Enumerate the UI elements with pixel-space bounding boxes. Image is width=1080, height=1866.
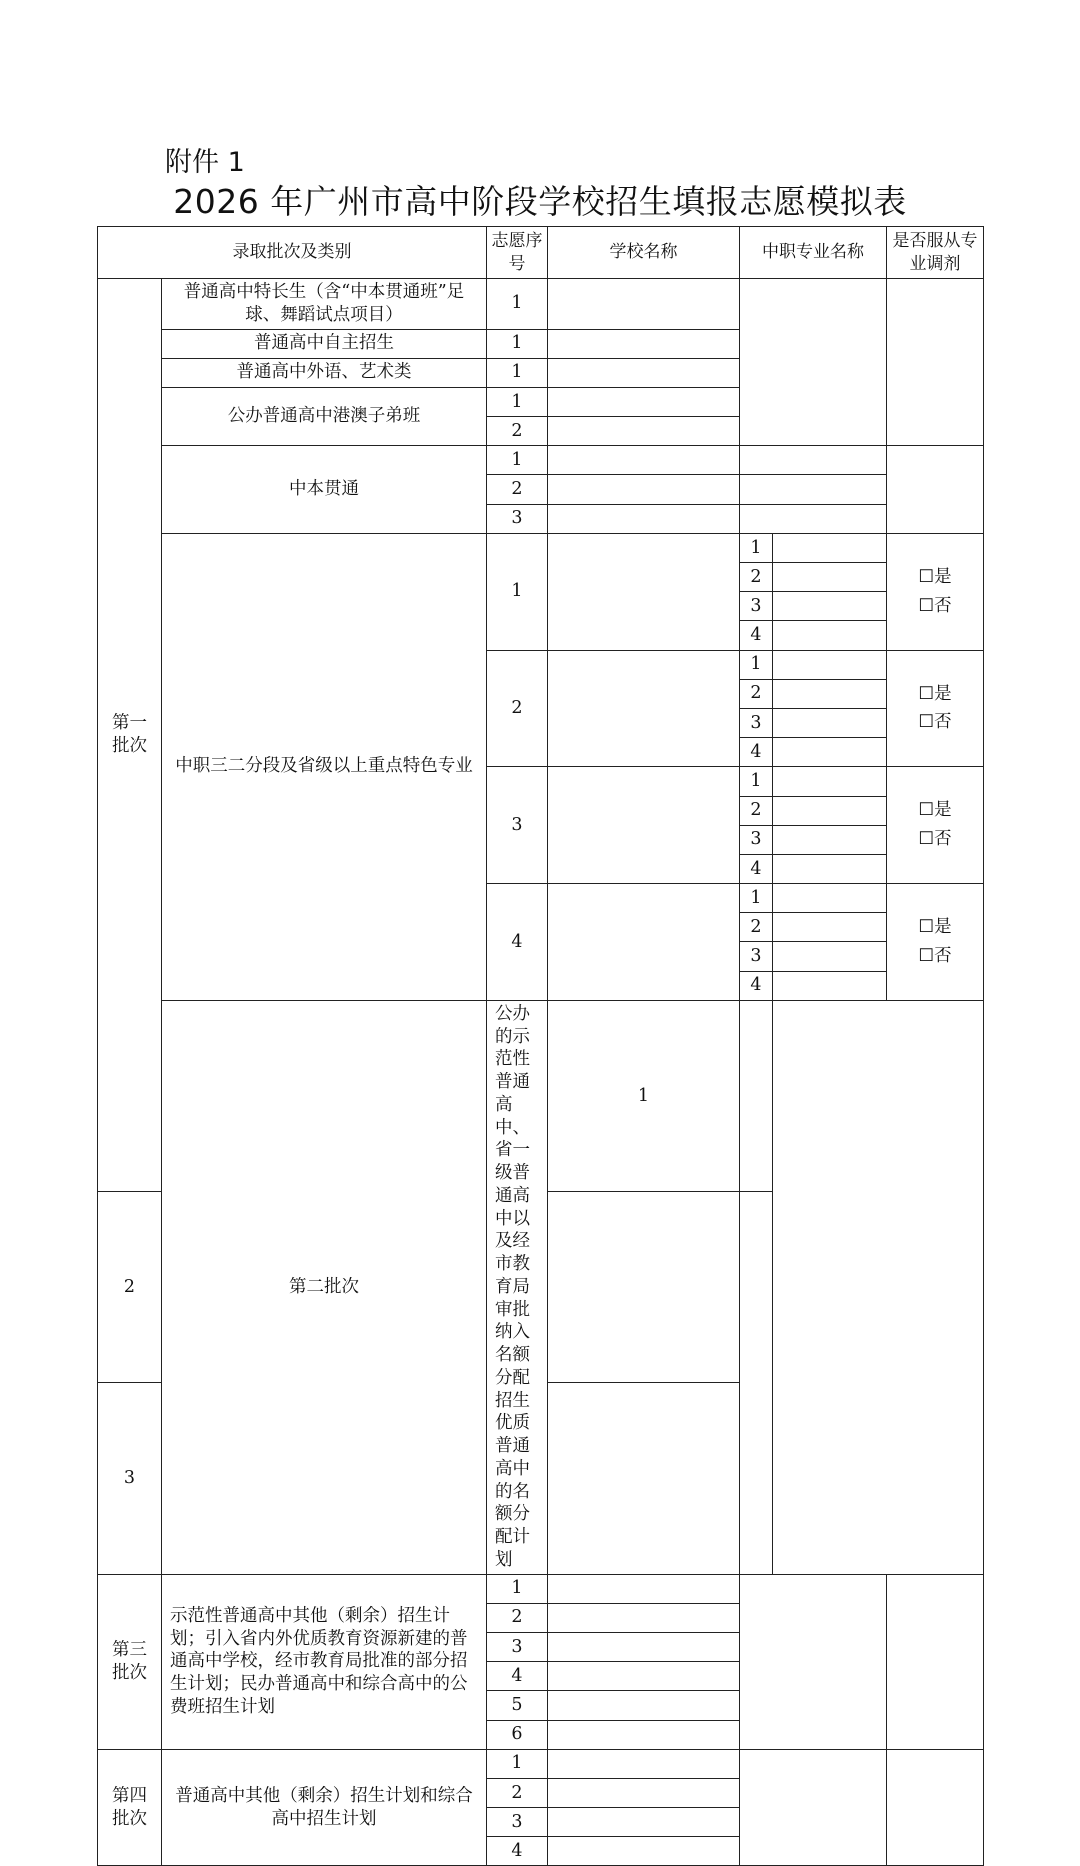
seq-number: 2 xyxy=(98,1192,162,1383)
seq-number: 5 xyxy=(487,1691,548,1720)
major-name-cell[interactable] xyxy=(740,446,887,475)
category-batch-2: 公办的示范性普通高中、省一级普通高中以及经市教育局审批纳入名额分配招生优质普通高中的名额分配计划 xyxy=(487,1000,548,1574)
major-name-cell[interactable] xyxy=(773,884,887,913)
adjust-options xyxy=(887,650,984,767)
school-name-cell[interactable] xyxy=(548,1383,740,1574)
major-name-cell[interactable] xyxy=(740,504,887,533)
major-seq: 3 xyxy=(740,825,773,854)
major-seq: 4 xyxy=(740,971,773,1000)
school-name-cell[interactable] xyxy=(548,1778,740,1807)
school-name-cell[interactable] xyxy=(548,1749,740,1778)
major-seq: 2 xyxy=(740,796,773,825)
major-name-cell[interactable] xyxy=(773,767,887,796)
category-foreign-art: 普通高中外语、艺术类 xyxy=(162,358,487,387)
major-name-cell[interactable] xyxy=(773,621,887,650)
category-special-talent: 普通高中特长生（含“中本贯通班”足球、舞蹈试点项目） xyxy=(162,279,487,330)
seq-number: 3 xyxy=(98,1383,162,1574)
header-category: 录取批次及类别 xyxy=(98,227,487,279)
batch-4-label: 第四批次 xyxy=(98,1749,162,1866)
adjust-options xyxy=(887,533,984,650)
major-seq: 1 xyxy=(740,884,773,913)
seq-number: 1 xyxy=(487,1574,548,1603)
header-school: 学校名称 xyxy=(548,227,740,279)
table-row xyxy=(98,279,984,330)
school-name-cell[interactable] xyxy=(548,279,740,330)
major-name-cell xyxy=(773,1000,984,1574)
table-row xyxy=(98,533,984,562)
adjust-cell xyxy=(887,1574,984,1749)
seq-number: 2 xyxy=(487,650,548,767)
seq-number: 4 xyxy=(487,1662,548,1691)
batch-2-label: 第二批次 xyxy=(162,1000,487,1574)
school-name-cell[interactable] xyxy=(548,417,740,446)
table-row xyxy=(98,1000,984,1191)
no-checkbox[interactable]: ☐否 xyxy=(918,829,952,850)
school-name-cell[interactable] xyxy=(548,650,740,767)
major-name-cell[interactable] xyxy=(740,475,887,504)
no-checkbox[interactable]: ☐否 xyxy=(918,712,952,733)
major-seq: 4 xyxy=(740,621,773,650)
seq-number: 3 xyxy=(487,1632,548,1661)
school-name-cell[interactable] xyxy=(548,1720,740,1749)
seq-number: 1 xyxy=(487,446,548,475)
seq-number: 1 xyxy=(487,1749,548,1778)
major-name-cell[interactable] xyxy=(773,708,887,737)
table-row xyxy=(98,1574,984,1603)
category-hk-macau: 公办普通高中港澳子弟班 xyxy=(162,387,487,445)
major-name-cell[interactable] xyxy=(773,679,887,708)
major-name-cell[interactable] xyxy=(773,592,887,621)
major-name-cell[interactable] xyxy=(773,563,887,592)
school-name-cell[interactable] xyxy=(548,1691,740,1720)
school-name-cell[interactable] xyxy=(548,767,740,884)
adjust-cell xyxy=(887,1749,984,1866)
yes-checkbox[interactable]: ☐是 xyxy=(918,566,952,587)
major-name-cell[interactable] xyxy=(773,913,887,942)
batch-3-label: 第三批次 xyxy=(98,1574,162,1749)
school-name-cell[interactable] xyxy=(548,1603,740,1632)
major-seq: 3 xyxy=(740,708,773,737)
seq-number: 2 xyxy=(487,1603,548,1632)
major-seq: 3 xyxy=(740,592,773,621)
seq-number: 4 xyxy=(487,884,548,1001)
school-name-cell[interactable] xyxy=(548,884,740,1001)
seq-number: 3 xyxy=(487,767,548,884)
seq-number: 2 xyxy=(487,417,548,446)
adjust-options xyxy=(887,884,984,1001)
school-name-cell[interactable] xyxy=(548,1632,740,1661)
seq-number: 1 xyxy=(487,329,548,358)
school-name-cell[interactable] xyxy=(548,533,740,650)
attachment-label: 附件 1 xyxy=(165,147,245,178)
category-batch-4: 普通高中其他（剩余）招生计划和综合高中招生计划 xyxy=(162,1749,487,1866)
header-seq: 志愿序号 xyxy=(487,227,548,279)
category-vocational: 中职三二分段及省级以上重点特色专业 xyxy=(162,533,487,1000)
major-seq: 4 xyxy=(740,854,773,883)
yes-checkbox[interactable]: ☐是 xyxy=(918,683,952,704)
no-checkbox[interactable]: ☐否 xyxy=(918,945,952,966)
category-zhongben: 中本贯通 xyxy=(162,446,487,534)
page-title: 2026 年广州市高中阶段学校招生填报志愿模拟表 xyxy=(173,182,907,221)
seq-number: 1 xyxy=(487,358,548,387)
school-name-cell[interactable] xyxy=(548,358,740,387)
adjust-cell xyxy=(887,279,984,446)
major-name-cell[interactable] xyxy=(773,942,887,971)
major-name-cell[interactable] xyxy=(773,971,887,1000)
major-seq: 1 xyxy=(740,650,773,679)
major-name-cell[interactable] xyxy=(773,738,887,767)
adjust-cell xyxy=(887,446,984,534)
major-name-cell[interactable] xyxy=(773,854,887,883)
table-row xyxy=(98,446,984,475)
major-name-cell[interactable] xyxy=(773,796,887,825)
major-seq: 2 xyxy=(740,913,773,942)
school-name-cell[interactable] xyxy=(548,387,740,416)
batch-1-label: 第一批次 xyxy=(98,279,162,1192)
seq-number: 6 xyxy=(487,1720,548,1749)
major-name-cell xyxy=(740,1749,887,1866)
seq-number: 1 xyxy=(548,1000,740,1191)
seq-number: 2 xyxy=(487,475,548,504)
seq-number: 2 xyxy=(487,1778,548,1807)
no-checkbox[interactable]: ☐否 xyxy=(918,595,952,616)
school-name-cell[interactable] xyxy=(548,1837,740,1866)
seq-number: 3 xyxy=(487,1808,548,1837)
major-seq: 1 xyxy=(740,533,773,562)
header-row xyxy=(98,227,984,279)
major-seq: 1 xyxy=(740,767,773,796)
seq-number: 1 xyxy=(487,279,548,330)
major-name-cell xyxy=(740,279,887,446)
school-name-cell[interactable] xyxy=(740,1000,773,1191)
school-name-cell[interactable] xyxy=(548,1808,740,1837)
seq-number: 3 xyxy=(487,504,548,533)
header-major: 中职专业名称 xyxy=(740,227,887,279)
seq-number: 1 xyxy=(487,387,548,416)
category-batch-3: 示范性普通高中其他（剩余）招生计划；引入省内外优质教育资源新建的普通高中学校，经市教育局批准的部分招生计划；民办普通高中和综合高中的公费班招生计划 xyxy=(162,1574,487,1749)
major-name-cell xyxy=(740,1574,887,1749)
school-name-cell[interactable] xyxy=(548,475,740,504)
application-form-table xyxy=(97,226,984,1866)
school-name-cell[interactable] xyxy=(548,1662,740,1691)
major-seq: 4 xyxy=(740,738,773,767)
category-autonomous: 普通高中自主招生 xyxy=(162,329,487,358)
school-name-cell[interactable] xyxy=(548,1574,740,1603)
table-row xyxy=(98,1749,984,1778)
seq-number: 4 xyxy=(487,1837,548,1866)
major-name-cell[interactable] xyxy=(773,825,887,854)
major-seq: 2 xyxy=(740,563,773,592)
major-seq: 3 xyxy=(740,942,773,971)
school-name-cell[interactable] xyxy=(548,1192,740,1383)
yes-checkbox[interactable]: ☐是 xyxy=(918,800,952,821)
school-name-cell[interactable] xyxy=(548,504,740,533)
major-name-cell[interactable] xyxy=(773,650,887,679)
school-name-cell[interactable] xyxy=(548,446,740,475)
header-adjust: 是否服从专业调剂 xyxy=(887,227,984,279)
yes-checkbox[interactable]: ☐是 xyxy=(918,917,952,938)
adjust-options xyxy=(887,767,984,884)
seq-number: 1 xyxy=(487,533,548,650)
school-name-cell[interactable] xyxy=(548,329,740,358)
major-seq: 2 xyxy=(740,679,773,708)
major-name-cell[interactable] xyxy=(773,533,887,562)
